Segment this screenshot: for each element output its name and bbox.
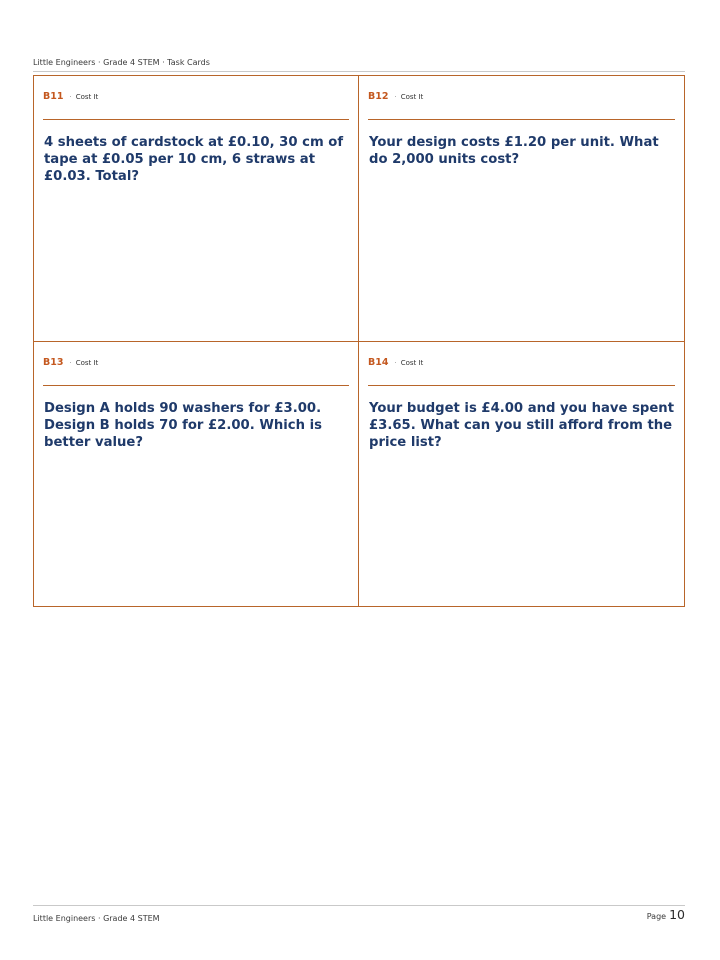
card-question: Your budget is £4.00 and you have spent £3.65. What can you still afford from the price list? [369,401,674,450]
card-question: Your design costs £1.20 per unit. What do 2,000 units cost? [369,135,659,167]
page-label: Page [646,912,667,921]
task-card [33,75,358,341]
card-id: B12 [368,91,389,102]
page-indicator [647,908,685,924]
card-id: B13 [43,357,64,368]
card-separator: · [394,93,397,101]
running-header [33,58,685,72]
footer-title: Little Engineers · Grade 4 STEM [33,914,160,923]
running-header-title: Little Engineers · Grade 4 STEM · Task Cards [33,58,210,67]
card-category: Cost It [75,93,99,101]
card-category: Cost It [400,93,424,101]
task-card [358,75,685,341]
task-card-grid [33,75,685,607]
task-card [358,341,685,607]
card-header [43,89,349,120]
card-separator: · [69,359,72,367]
card-header [368,89,675,120]
page-number: 10 [669,907,685,922]
card-separator: · [394,359,397,367]
running-footer [33,905,685,923]
card-id: B14 [368,357,389,368]
card-id: B11 [43,91,64,102]
card-category: Cost It [75,359,99,367]
card-category: Cost It [400,359,424,367]
card-question: 4 sheets of cardstock at £0.10, 30 cm of tape at £0.05 per 10 cm, 6 straws at £0.03. Total? [44,135,344,184]
card-separator: · [69,93,72,101]
card-question: Design A holds 90 washers for £3.00. Design B holds 70 for £2.00. Which is better value? [44,401,322,450]
card-header [368,355,675,386]
card-header [43,355,349,386]
task-card [33,341,358,607]
